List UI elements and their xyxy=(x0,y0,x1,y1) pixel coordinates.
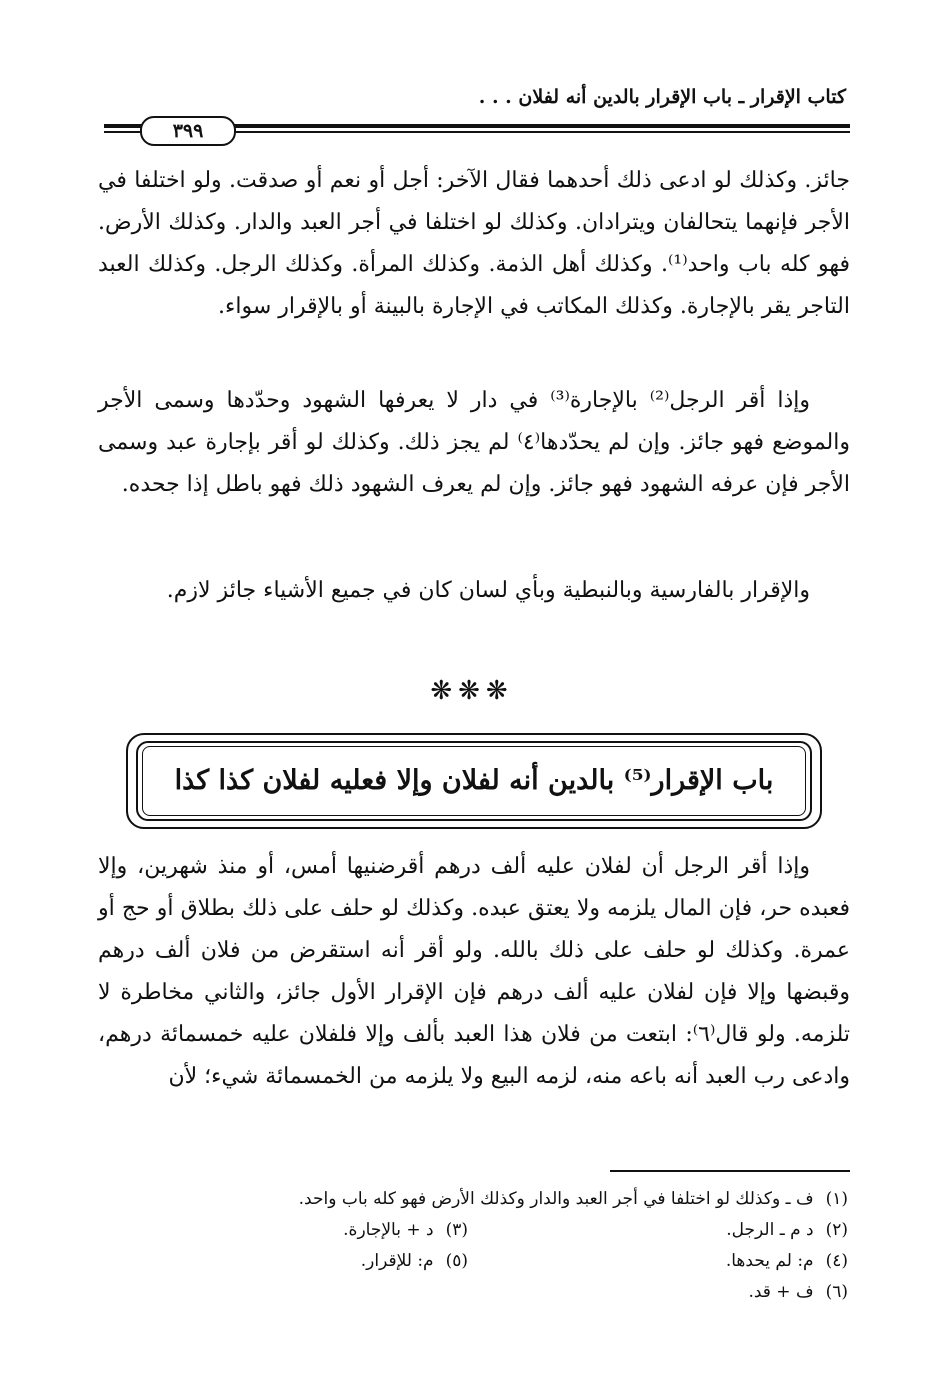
footnote-5 xyxy=(361,1246,468,1277)
section-separator-stars: ❋❋❋ xyxy=(430,676,514,706)
footnote-number: (٤) xyxy=(825,1251,848,1271)
footnote-row xyxy=(98,1277,848,1308)
footnote-number: (٦) xyxy=(825,1282,848,1302)
paragraph-2 xyxy=(98,380,850,506)
footnote-text: د + بالإجارة. xyxy=(343,1220,434,1240)
running-header-title: كتاب الإقرار ـ باب الإقرار بالدين أنه لفلان . . . xyxy=(478,86,846,108)
footnote-4 xyxy=(726,1246,848,1277)
chapter-title-frame xyxy=(126,733,822,829)
footnote-3 xyxy=(343,1215,468,1246)
footnote-separator-rule xyxy=(610,1170,850,1172)
footnote-text: د م ـ الرجل. xyxy=(726,1220,814,1240)
footnotes xyxy=(98,1184,848,1308)
footnote-text: م: لم يحدها. xyxy=(725,1251,814,1271)
footnote-row xyxy=(98,1246,848,1277)
header-rule xyxy=(104,116,850,146)
footnote-2 xyxy=(726,1215,848,1246)
footnote-text: م: للإقرار. xyxy=(360,1251,434,1271)
footnote-text: ف ـ وكذلك لو اختلفا في أجر العبد والدار وكذلك الأرض فهو كله باب واحد. xyxy=(298,1189,814,1209)
footnote-row xyxy=(98,1184,848,1215)
chapter-title: باب الإقرار⁽⁵⁾ بالدين أنه لفلان وإلا فعليه لفلان كذا كذا xyxy=(174,765,774,796)
footnote-row xyxy=(98,1215,848,1246)
paragraph-text: جائز. وكذلك لو ادعى ذلك أحدهما فقال الآخر: أجل أو نعم أو صدقت. ولو اختلفا في الأجر فإنهما يتحالفان ويترادان. وكذلك لو اختلفا في أجر العبد والدار. وكذلك الأرض. فهو كله باب واحد⁽¹⁾. وكذلك أهل الذمة. وكذلك المرأة. وكذلك الرجل. وكذلك العبد التاجر يقر بالإجارة. وكذلك المكاتب في الإجارة بالبينة أو بالإقرار سواء. xyxy=(98,168,850,319)
paragraph-text: وإذا أقر الرجل⁽²⁾ بالإجارة⁽³⁾ في دار لا يعرفها الشهود وحدّدها وسمى الأجر والموضع فهو جائز. وإن لم يحدّدها⁽٤⁾ لم يجز ذلك. وكذلك لو أقر بإجارة عبد وسمى الأجر فإن عرفه الشهود فهو جائز. وإن لم يعرف الشهود ذلك فهو باطل إذا جحده. xyxy=(98,388,850,497)
footnote-text: ف + قد. xyxy=(748,1282,814,1302)
footnote-number: (٥) xyxy=(445,1251,468,1271)
paragraph-text: وإذا أقر الرجل أن لفلان عليه ألف درهم أقرضنيها أمس، أو منذ شهرين، وإلا فعبده حر، فإن المال يلزمه ولا يعتق عبده. وكذلك لو حلف على ذلك بطلاق أو حج أو عمرة. وكذلك لو حلف على ذلك بالله. ولو أقر أنه استقرض من فلان ألف درهم وقبضها وإلا فإن لفلان عليه ألف درهم فإن الإقرار الأول جائز، والثاني مخاطرة لا تلزمه. ولو قال⁽٦⁾: ابتعت من فلان هذا العبد بألف وإلا فلفلان عليه خمسمائة درهم، وادعى رب العبد أنه باعه منه، لزمه البيع ولا يلزمه من الخمسمائة شيء؛ لأن xyxy=(98,854,850,1089)
footnote-number: (٢) xyxy=(825,1220,848,1240)
chapter-paragraph xyxy=(98,846,850,1098)
paragraph-text: والإقرار بالفارسية وبالنبطية وبأي لسان كان في جميع الأشياء جائز لازم. xyxy=(166,578,810,603)
footnote-6 xyxy=(748,1277,848,1308)
footnote-1 xyxy=(299,1184,848,1215)
paragraph-3 xyxy=(98,570,850,612)
paragraph-1 xyxy=(98,160,850,328)
page-number: ٣٩٩ xyxy=(140,116,236,146)
footnote-number: (٣) xyxy=(445,1220,468,1240)
footnote-number: (١) xyxy=(825,1189,848,1209)
